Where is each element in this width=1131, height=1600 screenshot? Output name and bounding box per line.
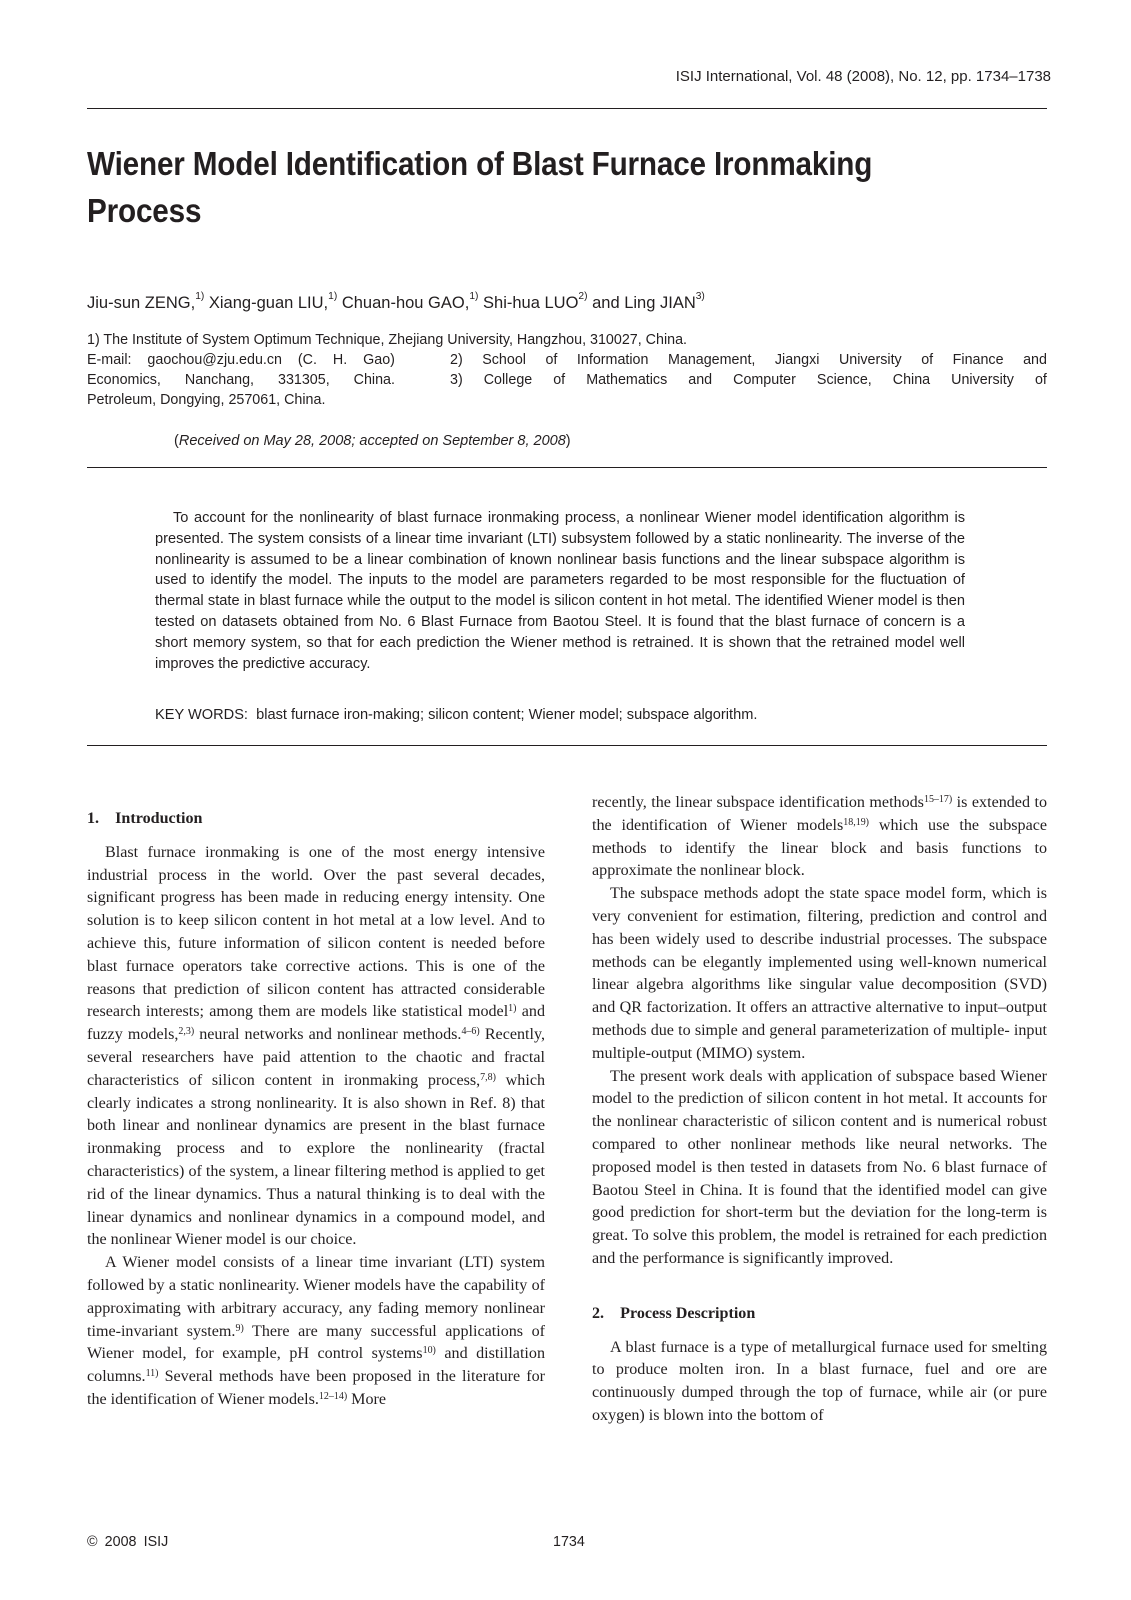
author-name: Jiu-sun ZENG,: [87, 294, 196, 312]
paper-title: Wiener Model Identification of Blast Furnace Ironmaking Process: [87, 145, 873, 229]
section-heading: 2. Process Description: [592, 1304, 756, 1322]
author-name: Xiang-guan LIU,: [208, 294, 329, 312]
body-paragraph: The subspace methods adopt the state space model form, which is very convenient for estimation, filtering, prediction and control and has been widely used to describe industrial processes. The subspace methods can be elegantly implemented using well-known numerical linear algebra algorithms like singular value decomposition (SVD) and QR factorization. It offers an attractive alternative to input–output methods due to simple and general parameterization of multiple- input multiple-output (MIMO) system.: [592, 885, 1047, 1062]
body-paragraph: A Wiener model consists of a linear time invariant (LTI) system followed by a static nonlinearity. Wiener models have the capability of approximating with arbitrary accuracy, any fading memory nonlinear time-invariant system.$^{9)}$ There are many successful applications of Wiener model, for example, pH control systems$^{10)}$ and distillation columns.$^{11)}$ Several methods have been proposed in the literature for the identification of Wiener models.$^{12-14)}$ More: [87, 1254, 546, 1408]
footer-copyright: © 2008 ISIJ: [87, 1534, 169, 1550]
affiliation-line: 1) The Institute of System Optimum Technique, Zhejiang University, Hangzhou, 310027, China.: [87, 332, 687, 348]
abstract-bottom-rule: [87, 745, 1047, 746]
author-name: Chuan-hou GAO,: [341, 294, 470, 312]
section-heading: 1. Introduction: [87, 810, 203, 827]
journal-reference: ISIJ International, Vol. 48 (2008), No. 12, pp. 1734–1738: [675, 68, 1051, 85]
author-affiliation-mark: 1): [195, 291, 205, 302]
author-affiliation-mark: 1): [328, 291, 338, 302]
keywords-label: KEY WORDS:: [155, 707, 248, 723]
keywords-text: blast furnace iron-making; silicon content; Wiener model; subspace algorithm.: [256, 707, 758, 723]
abstract-top-rule: [87, 467, 1047, 468]
author-affiliation-mark: 3): [695, 291, 705, 302]
header-rule: [87, 108, 1047, 109]
affiliation-line: 2) School of Information Management, Jiangxi University of Finance and: [450, 352, 1047, 368]
right-column: [592, 792, 1047, 1428]
body-paragraph: Blast furnace ironmaking is one of the most energy intensive industrial process in the world. Over the past several decades, significant progress has been made in reducing energy intensity. One solution is to keep silicon content in hot metal at a low level. And to achieve this, future information of silicon content is needed before blast furnace operators take corrective actions. This is one of the reasons that prediction of silicon content has attracted considerable research interests; among them are models like statistical model$^{1)}$ and fuzzy models,$^{2,3)}$ neural networks and nonlinear methods.$^{4-6)}$ Recently, several researchers have paid attention to the chaotic and fractal characteristics of silicon content in ironmaking process,$^{7,8)}$ which clearly indicates a strong nonlinearity. It is also shown in Ref. 8) that both linear and nonlinear dynamics are present in the blast furnace ironmaking process and to explore the nonlinearity (fractal characteristics) of the system, a linear filtering method is applied to get rid of the linear dynamics. Thus a natural thinking is to deal with the linear dynamics and nonlinear dynamics in a compound model, and the nonlinear Wiener model is our choice.: [87, 843, 546, 1249]
body-paragraph: A blast furnace is a type of metallurgical furnace used for smelting to produce molten iron. In a blast furnace, fuel and ore are continuously dumped through the top of furnace, while air (or pure oxygen) is blown into the bottom of: [592, 1338, 1047, 1424]
author-name: Shi-hua LUO: [483, 294, 579, 312]
page-number: 1734: [553, 1534, 585, 1550]
author-affiliation-mark: 1): [469, 291, 479, 302]
received-dates: (Received on May 28, 2008; accepted on September 8, 2008): [174, 433, 571, 449]
affiliation-line: 3) College of Mathematics and Computer Science, China University of: [450, 372, 1047, 388]
keywords: [155, 707, 757, 723]
abstract: To account for the nonlinearity of blast furnace ironmaking process, a nonlinear Wiener model identification algorithm is presented. The system consists of a linear time invariant (LTI) subsystem followed by a static nonlinearity. The inverse of the nonlinearity is assumed to be a linear combination of known nonlinear basis functions and the linear subspace algorithm is used to identify the model. The inputs to the model are parameters regarded to be most responsible for the fluctuation of thermal state in blast furnace while the output to the model is silicon content in hot metal. The identified Wiener model is then tested on datasets obtained from No. 6 Blast Furnace from Baotou Steel. It is found that the blast furnace of concern is a short memory system, so that for each prediction the Wiener method is retrained. It is shown that the retrained model well improves the predictive accuracy.: [155, 510, 965, 672]
affiliation-line: Petroleum, Dongying, 257061, China.: [87, 392, 326, 408]
body-paragraph: recently, the linear subspace identification methods$^{15-17)}$ is extended to the identification of Wiener models$^{18,19)}$ which use the subspace methods to identify the linear block and basis functions to approximate the nonlinear block.: [592, 794, 1048, 880]
affiliation-email: E-mail: gaochou@zju.edu.cn (C. H. Gao): [87, 352, 395, 368]
body-paragraph: The present work deals with application of subspace based Wiener model to the prediction of silicon content in hot metal. It accounts for the nonlinear characteristic of silicon content and is numerical robust compared to other nonlinear methods like neural networks. The proposed model is then tested in datasets from No. 6 blast furnace of Baotou Steel in China. It is found that the identified model can give good prediction for short-term but the deviation for the long-term is great. To solve this problem, the model is retrained for each prediction and the performance is significantly improved.: [592, 1067, 1047, 1267]
author-list: [87, 291, 705, 313]
author-affiliation-mark: 2): [578, 291, 588, 302]
affiliation-line: Economics, Nanchang, 331305, China.: [87, 372, 395, 388]
author-name: and Ling JIAN: [592, 294, 696, 312]
left-column: [87, 808, 545, 1412]
